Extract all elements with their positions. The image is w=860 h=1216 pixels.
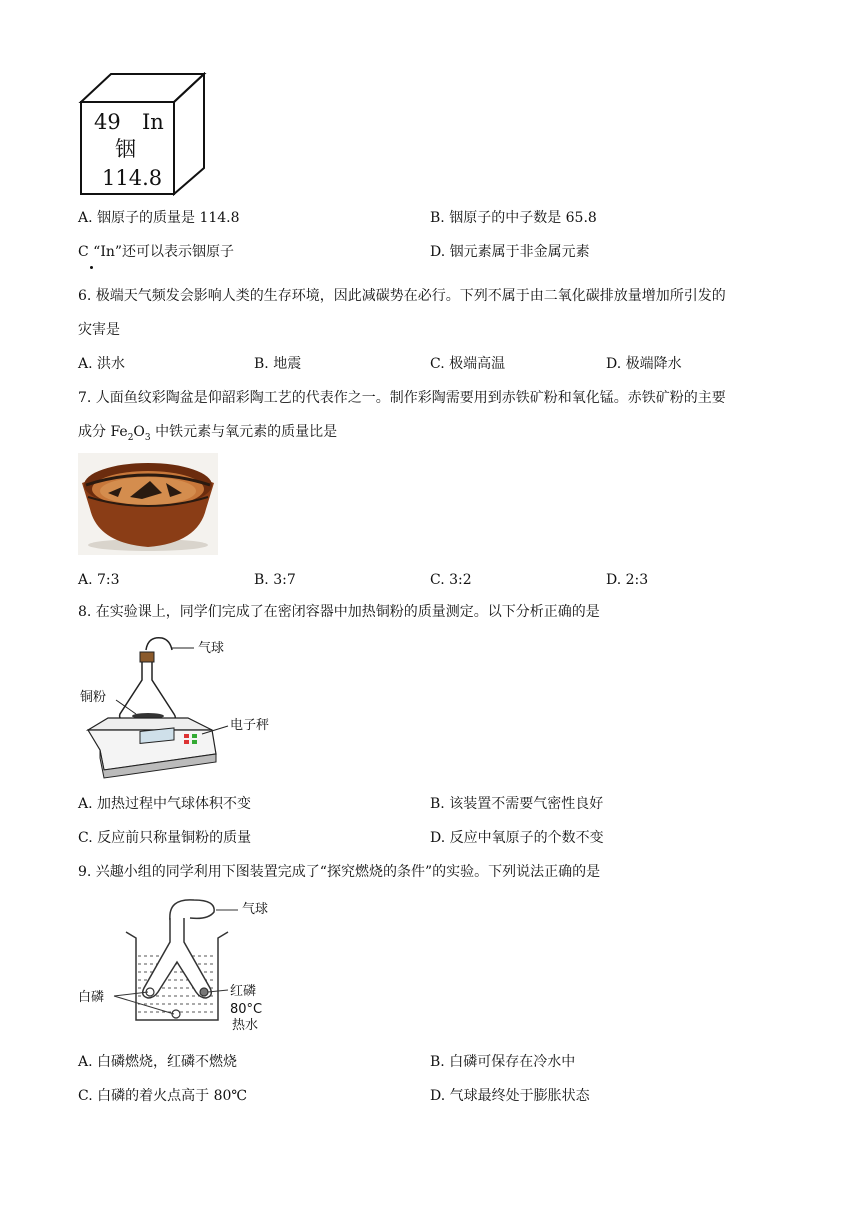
q8-option-b: B. 该装置不需要气密性良好 (430, 796, 604, 812)
q7-stem-pre: 成分 Fe (78, 424, 128, 440)
q6-option-d: D. 极端降水 (606, 356, 682, 372)
q9-option-a: A. 白磷燃烧，红磷不燃烧 (78, 1054, 238, 1070)
q8-option-a: A. 加热过程中气球体积不变 (78, 796, 252, 812)
q5-option-b: B. 铟原子的中子数是 65.8 (430, 210, 597, 226)
q8-option-c: C. 反应前只称量铜粉的质量 (78, 830, 252, 846)
q8-option-d: D. 反应中氧原子的个数不变 (430, 830, 604, 846)
q9-figure (78, 892, 298, 1038)
element-symbol: In (142, 110, 164, 134)
pottery-bowl-image (78, 453, 218, 555)
q7-stem-o: O (133, 424, 145, 440)
q9-label-hot-water: 热水 (232, 1018, 259, 1033)
q7-option-c: C. 3:2 (430, 572, 472, 588)
q8-label-copper: 铜粉 (80, 690, 107, 705)
q7-sub-2: 2 (127, 432, 134, 443)
element-cube-figure (78, 72, 208, 196)
q7-option-a: A. 7:3 (78, 572, 120, 588)
q5-option-d: D. 铟元素属于非金属元素 (430, 244, 590, 260)
q6-stem-line2: 灾害是 (78, 322, 120, 338)
q6-option-b: B. 地震 (254, 356, 302, 372)
q7-stem-line1: 7. 人面鱼纹彩陶盆是仰韶彩陶工艺的代表作之一。制作彩陶需要用到赤铁矿粉和氧化锰。赤铁矿粉的主要 (78, 390, 726, 406)
q9-label-red-phosphorus: 红磷 (230, 984, 257, 999)
stray-dot (90, 266, 93, 269)
q9-label-white-phosphorus: 白磷 (78, 990, 105, 1005)
q7-stem-post: 中铁元素与氧元素的质量比是 (150, 424, 338, 440)
q5-option-c: C “In”还可以表示铟原子 (78, 244, 235, 260)
q9-label-balloon: 气球 (242, 902, 269, 917)
q7-option-d: D. 2:3 (606, 572, 649, 588)
q9-option-d: D. 气球最终处于膨胀状态 (430, 1088, 590, 1104)
q9-option-b: B. 白磷可保存在冷水中 (430, 1054, 576, 1070)
element-name: 铟 (115, 137, 136, 161)
q6-option-c: C. 极端高温 (430, 356, 506, 372)
q6-stem-line1: 6. 极端天气频发会影响人类的生存环境，因此减碳势在必行。下列不属于由二氧化碳排放量增加所引发的 (78, 288, 726, 304)
q8-label-scale: 电子秤 (230, 718, 270, 733)
atomic-mass: 114.8 (102, 166, 163, 190)
q8-label-balloon: 气球 (198, 641, 225, 656)
q7-option-b: B. 3:7 (254, 572, 296, 588)
q9-stem: 9. 兴趣小组的同学利用下图装置完成了“探究燃烧的条件”的实验。下列说法正确的是 (78, 864, 601, 880)
q9-label-temperature: 80°C (230, 1002, 263, 1017)
q7-stem-line2 (78, 422, 337, 448)
q5-option-a: A. 铟原子的质量是 114.8 (78, 210, 240, 226)
q8-stem: 8. 在实验课上，同学们完成了在密闭容器中加热铜粉的质量测定。以下分析正确的是 (78, 604, 600, 620)
q7-sub-3: 3 (144, 432, 151, 443)
q8-figure (78, 630, 288, 780)
atomic-number: 49 (94, 110, 121, 134)
q9-option-c: C. 白磷的着火点高于 80℃ (78, 1088, 248, 1104)
q6-option-a: A. 洪水 (78, 356, 126, 372)
